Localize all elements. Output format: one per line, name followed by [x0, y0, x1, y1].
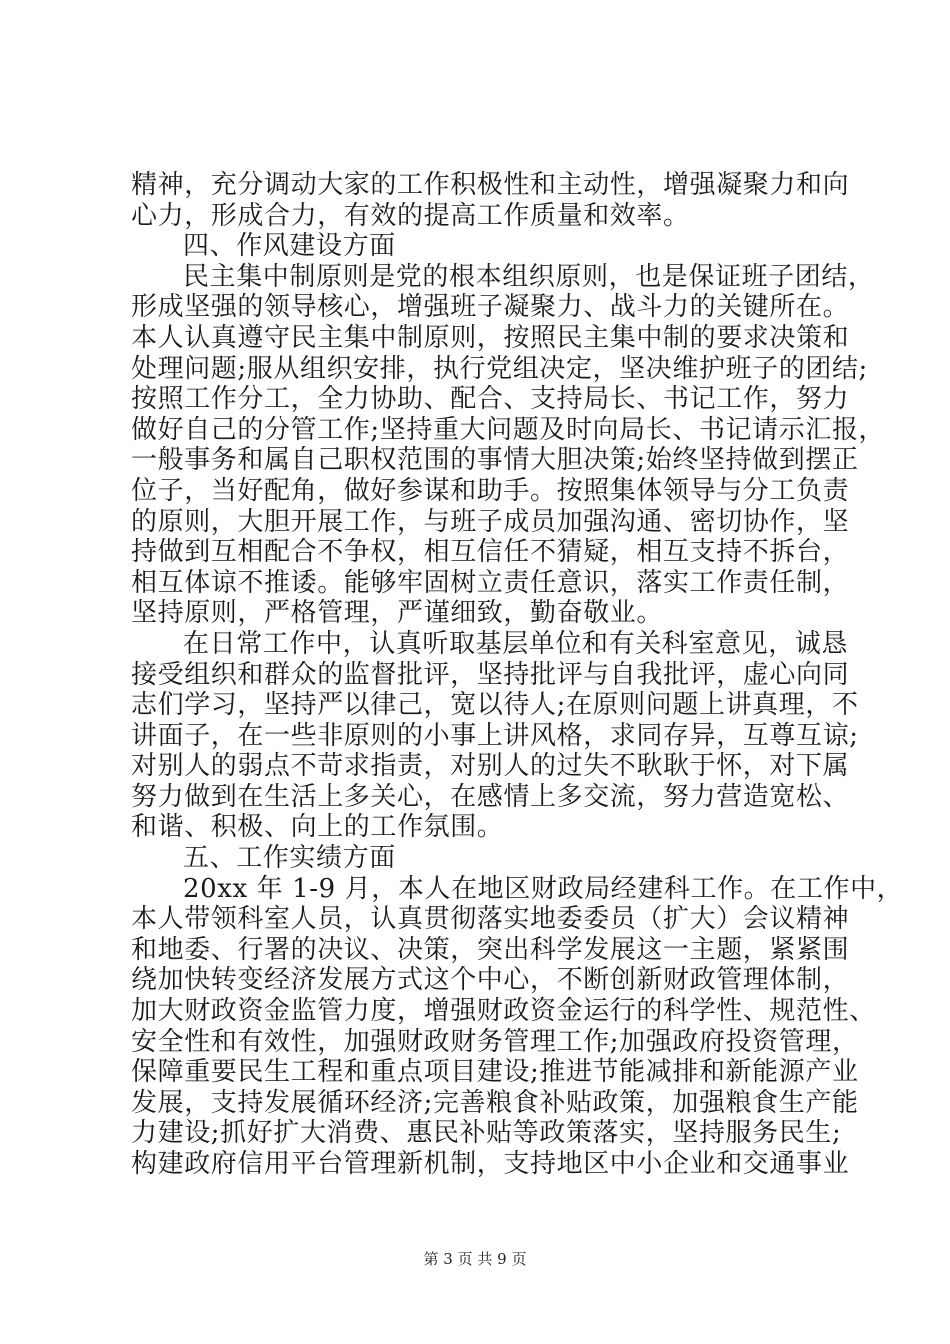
text-line: 的原则，大胆开展工作，与班子成员加强沟通、密切协作，坚 [131, 506, 850, 537]
text-line: 本人带领科室人员，认真贯彻落实地委委员（扩大）会议精神 [131, 904, 850, 935]
text-line: 安全性和有效性，加强财政财务管理工作;加强政府投资管理， [131, 1026, 859, 1057]
page-footer: 第 3 页 共 9 页 [423, 1250, 527, 1268]
text-line: 精神，充分调动大家的工作积极性和主动性，增强凝聚力和向 [131, 170, 850, 200]
text-line: 和谐、积极、向上的工作氛围。 [131, 812, 504, 843]
text-line: 相互体谅不推诿。能够牢固树立责任意识，落实工作责任制， [131, 567, 850, 598]
text-line: 加大财政资金监管力度，增强财政资金运行的科学性、规范性、 [131, 996, 876, 1027]
text-line: 在日常工作中，认真听取基层单位和有关科室意见，诚恳 [183, 628, 849, 659]
text-line: 做好自己的分管工作;坚持重大问题及时向局长、书记请示汇报， [131, 414, 886, 445]
text-line: 发展，支持发展循环经济;完善粮食补贴政策，加强粮食生产能 [131, 1087, 859, 1118]
text-line: 坚持原则，严格管理，严谨细致，勤奋敬业。 [131, 598, 664, 629]
text-line: 努力做到在生活上多关心，在感情上多交流，努力营造宽松、 [131, 781, 850, 812]
text-line: 民主集中制原则是党的根本组织原则，也是保证班子团结， [183, 261, 875, 292]
text-line: 一般事务和属自己职权范围的事情大胆决策;始终坚持做到摆正 [131, 445, 859, 476]
document-body [131, 170, 904, 1180]
text-line: 按照工作分工，全力协助、配合、支持局长、书记工作，努力 [131, 384, 850, 415]
text-line: 本人认真遵守民主集中制原则，按照民主集中制的要求决策和 [131, 322, 850, 353]
text-line: 绕加快转变经济发展方式这个中心，不断创新财政管理体制， [131, 965, 850, 996]
text-line: 五、工作实绩方面 [183, 843, 396, 874]
text-line: 力建设;抓好扩大消费、惠民补贴等政策落实，坚持服务民生; [131, 1118, 842, 1149]
text-line: 心力，形成合力，有效的提高工作质量和效率。 [131, 200, 690, 231]
text-line: 保障重要民生工程和重点项目建设;推进节能减排和新能源产业 [131, 1057, 859, 1088]
text-line: 对别人的弱点不苛求指责，对别人的过失不耿耿于怀，对下属 [131, 751, 850, 782]
text-line: 形成坚强的领导核心，增强班子凝聚力、战斗力的关键所在。 [131, 292, 850, 323]
text-line: 讲面子，在一些非原则的小事上讲风格，求同存异，互尊互谅; [131, 720, 859, 751]
text-line: 志们学习，坚持严以律己，宽以待人;在原则问题上讲真理，不 [131, 690, 859, 721]
text-line: 四、作风建设方面 [183, 231, 396, 262]
text-line: 20xx 年 1-9 月，本人在地区财政局经建科工作。在工作中， [183, 873, 904, 904]
text-line: 接受组织和群众的监督批评，坚持批评与自我批评，虚心向同 [131, 659, 850, 690]
text-line: 处理问题;服从组织安排，执行党组决定，坚决维护班子的团结; [131, 353, 868, 384]
text-line: 持做到互相配合不争权，相互信任不猜疑，相互支持不拆台， [131, 537, 850, 568]
text-line: 位子，当好配角，做好参谋和助手。按照集体领导与分工负责 [131, 475, 850, 506]
text-line: 和地委、行署的决议、决策，突出科学发展这一主题，紧紧围 [131, 934, 850, 965]
text-line: 构建政府信用平台管理新机制，支持地区中小企业和交通事业 [131, 1149, 850, 1179]
